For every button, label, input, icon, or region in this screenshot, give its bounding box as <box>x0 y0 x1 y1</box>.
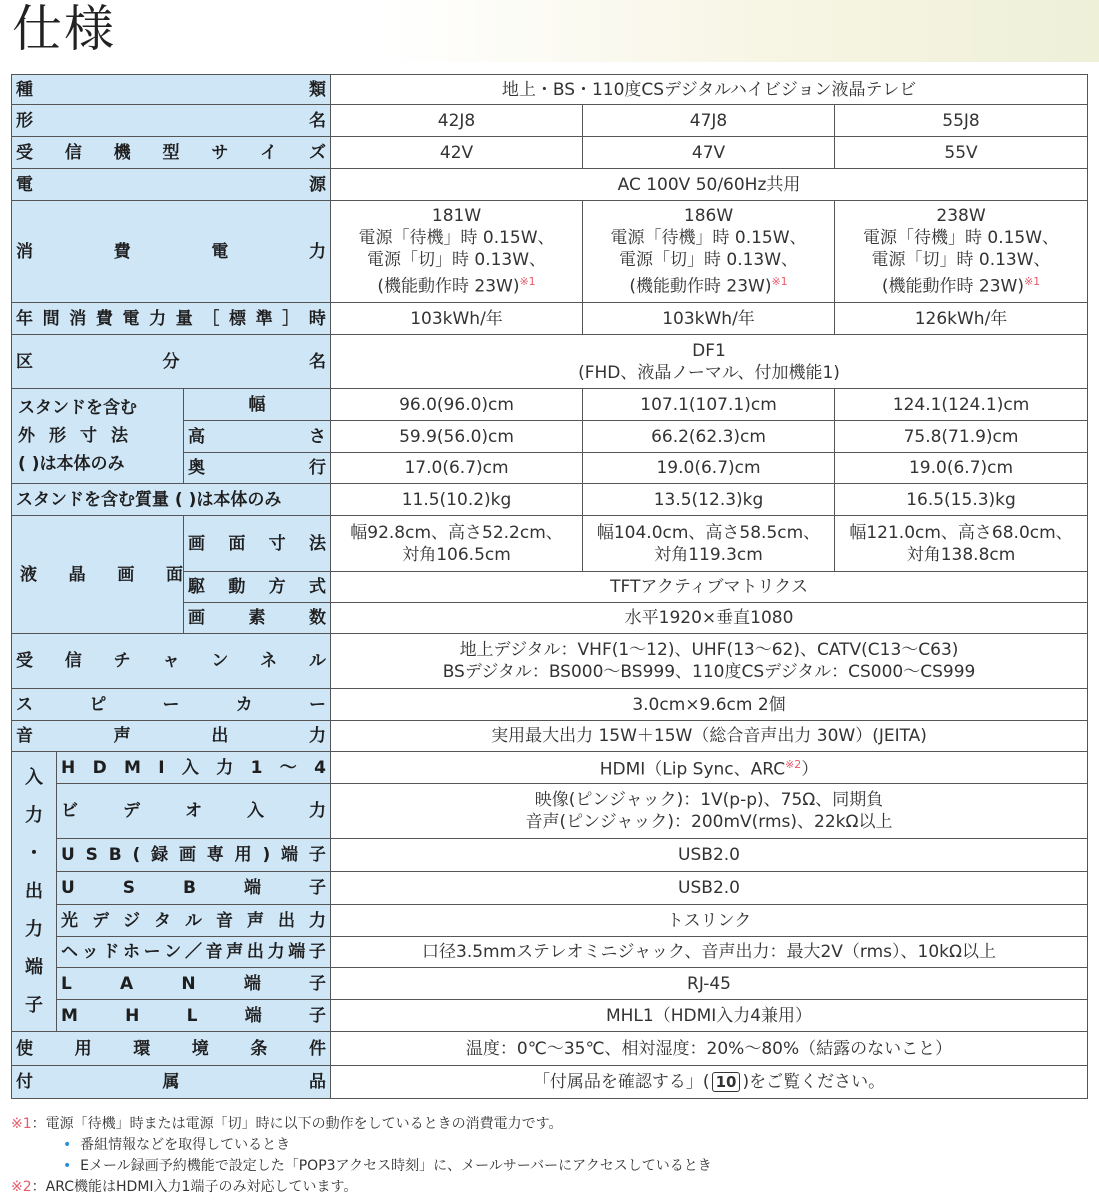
value-drive: TFTアクティブマトリクス <box>331 572 1088 603</box>
row-audio-output <box>12 721 1088 752</box>
value-mhl: MHL1（HDMI入力4兼用） <box>331 1000 1088 1032</box>
label-mhl: M H L 端 子 <box>61 1005 326 1026</box>
label-channels: 受 信 チ ャ ン ネ ル <box>16 651 326 671</box>
label-screen-size: 画 面 寸 法 <box>188 533 326 554</box>
value-size-1: 42V <box>331 137 583 169</box>
row-accessories <box>12 1066 1088 1099</box>
label-environment: 使 用 環 境 条 件 <box>16 1038 326 1059</box>
value-hdmi: HDMI（Lip Sync、ARC$^{※2}$） <box>331 752 1088 784</box>
value-consumption-2: 186W 電源「待機」時 0.15W、 電源「切」時 0.13W、 (機能動作時 23W)$^{※1}$ <box>583 201 835 303</box>
value-size-3: 55V <box>835 137 1088 169</box>
value-dim-height-3: 75.8(71.9)cm <box>835 421 1088 453</box>
label-power-source: 電 源 <box>16 174 327 195</box>
value-usb: USB2.0 <box>331 872 1088 905</box>
value-class: DF1 (FHD、液晶ノーマル、付加機能1) <box>331 335 1088 389</box>
bullet-icon: • <box>63 1137 72 1153</box>
row-headphone <box>12 937 1088 968</box>
row-optical <box>12 905 1088 937</box>
value-consumption-1: 181W 電源「待機」時 0.15W、 電源「切」時 0.13W、 (機能動作時 23W)$^{※1}$ <box>331 201 583 303</box>
label-size: 受 信 機 型 サ イ ズ <box>16 142 326 163</box>
title-banner <box>0 0 1099 62</box>
value-power-source: AC 100V 50/60Hz共用 <box>331 169 1088 201</box>
page-title: 仕様 <box>12 0 116 58</box>
row-model <box>12 105 1088 137</box>
value-mass-1: 11.5(10.2)kg <box>331 484 583 516</box>
label-dimensions-group: スタンドを含む 外形寸法 ( )は本体のみ <box>12 389 184 484</box>
value-speaker: 3.0cm×9.6cm 2個 <box>331 689 1088 721</box>
row-environment <box>12 1032 1088 1066</box>
label-usb-rec: U S B ( 録 画 専 用 ) 端 子 <box>61 845 326 865</box>
row-size <box>12 137 1088 169</box>
value-optical: トスリンク <box>331 905 1088 937</box>
label-mass: スタンドを含む質量 ( )は本体のみ <box>12 484 331 516</box>
row-channels <box>12 634 1088 689</box>
value-dim-width-3: 124.1(124.1)cm <box>835 389 1088 421</box>
value-dim-width-2: 107.1(107.1)cm <box>583 389 835 421</box>
value-screen-size-3: 幅121.0cm、高さ68.0cm、 対角138.8cm <box>835 516 1088 572</box>
row-speaker <box>12 689 1088 721</box>
value-headphone: 口径3.5mmステレオミニジャック、音声出力：最大2V（rms）、10kΩ以上 <box>331 937 1088 968</box>
value-size-2: 47V <box>583 137 835 169</box>
label-drive: 駆 動 方 式 <box>188 577 326 597</box>
label-dim-width: 幅 <box>184 389 331 421</box>
label-dim-depth: 奥 行 <box>188 458 327 478</box>
row-hdmi <box>12 752 1088 784</box>
footnotes <box>11 1114 1087 1198</box>
spec-table <box>11 74 1088 1099</box>
value-accessories: 「付属品を確認する」( 10 )をご覧ください。 <box>331 1066 1088 1099</box>
page-ref-link[interactable]: 10 <box>712 1072 741 1092</box>
label-io-group: 入 力 ・ 出 力 端 子 <box>12 752 57 1032</box>
bullet-icon: • <box>63 1158 72 1174</box>
value-model-2: 47J8 <box>583 105 835 137</box>
footnote-mark: ※1 <box>771 275 788 289</box>
row-power-source <box>12 169 1088 201</box>
value-annual-3: 126kWh/年 <box>835 303 1088 335</box>
label-annual: 年 間 消 費 電 力 量 ［ 標 準 ］ 時 <box>16 308 326 329</box>
row-annual <box>12 303 1088 335</box>
value-screen-size-2: 幅104.0cm、高さ58.5cm、 対角119.3cm <box>583 516 835 572</box>
row-lan <box>12 968 1088 1000</box>
footnote-mark: ※1 <box>519 275 536 289</box>
row-consumption <box>12 201 1088 303</box>
label-lan: L A N 端 子 <box>61 973 326 994</box>
footnote-mark: ※1 <box>1023 275 1041 289</box>
row-mass <box>12 484 1088 516</box>
value-dim-depth-3: 19.0(6.7)cm <box>835 453 1088 484</box>
label-lcd-group: 液 晶 画 面 <box>20 564 183 585</box>
value-lan: RJ-45 <box>331 968 1088 1000</box>
row-kind <box>12 75 1088 105</box>
value-dim-height-2: 66.2(62.3)cm <box>583 421 835 453</box>
value-dim-depth-2: 19.0(6.7)cm <box>583 453 835 484</box>
value-pixels: 水平1920×垂直1080 <box>331 603 1088 634</box>
row-usb <box>12 872 1088 905</box>
value-annual-2: 103kWh/年 <box>583 303 835 335</box>
row-screen-size <box>12 516 1088 572</box>
label-consumption: 消 費 電 力 <box>16 241 327 262</box>
label-pixels: 画 素 数 <box>188 608 326 628</box>
label-class: 区 分 名 <box>16 351 326 372</box>
footnote-mark: ※2 <box>785 758 802 772</box>
label-accessories: 付 属 品 <box>16 1072 326 1092</box>
value-channels: 地上デジタル：VHF(1〜12)、UHF(13〜62)、CATV(C13〜C63) BSデジタル：BS000〜BS999、110度CSデジタル：CS000〜CS999 <box>331 634 1088 689</box>
label-usb: U S B 端 子 <box>61 878 326 898</box>
value-usb-rec: USB2.0 <box>331 839 1088 872</box>
value-annual-1: 103kWh/年 <box>331 303 583 335</box>
row-usb-rec <box>12 839 1088 872</box>
value-screen-size-1: 幅92.8cm、高さ52.2cm、 対角106.5cm <box>331 516 583 572</box>
value-dim-width-1: 96.0(96.0)cm <box>331 389 583 421</box>
row-mhl <box>12 1000 1088 1032</box>
label-video: ビ デ オ 入 力 <box>61 801 326 821</box>
value-dim-depth-1: 17.0(6.7)cm <box>331 453 583 484</box>
value-consumption-3: 238W 電源「待機」時 0.15W、 電源「切」時 0.13W、 (機能動作時 23W)$^{※1}$ <box>835 201 1088 303</box>
value-environment: 温度：0℃〜35℃、相対湿度：20%〜80%（結露のないこと） <box>331 1032 1088 1066</box>
label-optical: 光 デ ジ タ ル 音 声 出 力 <box>61 910 326 931</box>
label-model: 形 名 <box>16 110 327 131</box>
value-mass-3: 16.5(15.3)kg <box>835 484 1088 516</box>
label-headphone: ヘ ッ ド ホ ー ン ／ 音 声 出 力 端 子 <box>61 942 326 962</box>
row-video <box>12 784 1088 839</box>
label-kind: 種 類 <box>16 79 327 100</box>
value-kind: 地上・BS・110度CSデジタルハイビジョン液晶テレビ <box>331 75 1088 105</box>
label-dim-height: 高 さ <box>188 426 327 447</box>
row-class <box>12 335 1088 389</box>
value-video: 映像(ピンジャック)：1V(p-p)、75Ω、同期負 音声(ピンジャック)：200mV(rms)、22kΩ以上 <box>331 784 1088 839</box>
label-speaker: ス ピ ー カ ー <box>16 694 326 715</box>
footnote-1-item: • Eメール録画予約機能で設定した「POP3アクセス時刻」に、メールサーバーにアクセスしているとき <box>63 1158 712 1174</box>
row-dim-width <box>12 389 1088 421</box>
value-mass-2: 13.5(12.3)kg <box>583 484 835 516</box>
value-audio-output: 実用最大出力 15W＋15W（総合音声出力 30W）(JEITA) <box>331 721 1088 752</box>
value-model-3: 55J8 <box>835 105 1088 137</box>
footnote-1: ※1：電源「待機」時または電源「切」時に以下の動作をしているときの消費電力です。 <box>11 1116 563 1132</box>
label-hdmi: H D M I 入 力 1 〜 4 <box>61 757 326 778</box>
footnote-2: ※2：ARC機能はHDMI入力1端子のみ対応しています。 <box>11 1179 358 1195</box>
label-audio-output: 音 声 出 力 <box>16 726 327 746</box>
value-dim-height-1: 59.9(56.0)cm <box>331 421 583 453</box>
value-model-1: 42J8 <box>331 105 583 137</box>
footnote-1-item: • 番組情報などを取得しているとき <box>63 1137 291 1153</box>
